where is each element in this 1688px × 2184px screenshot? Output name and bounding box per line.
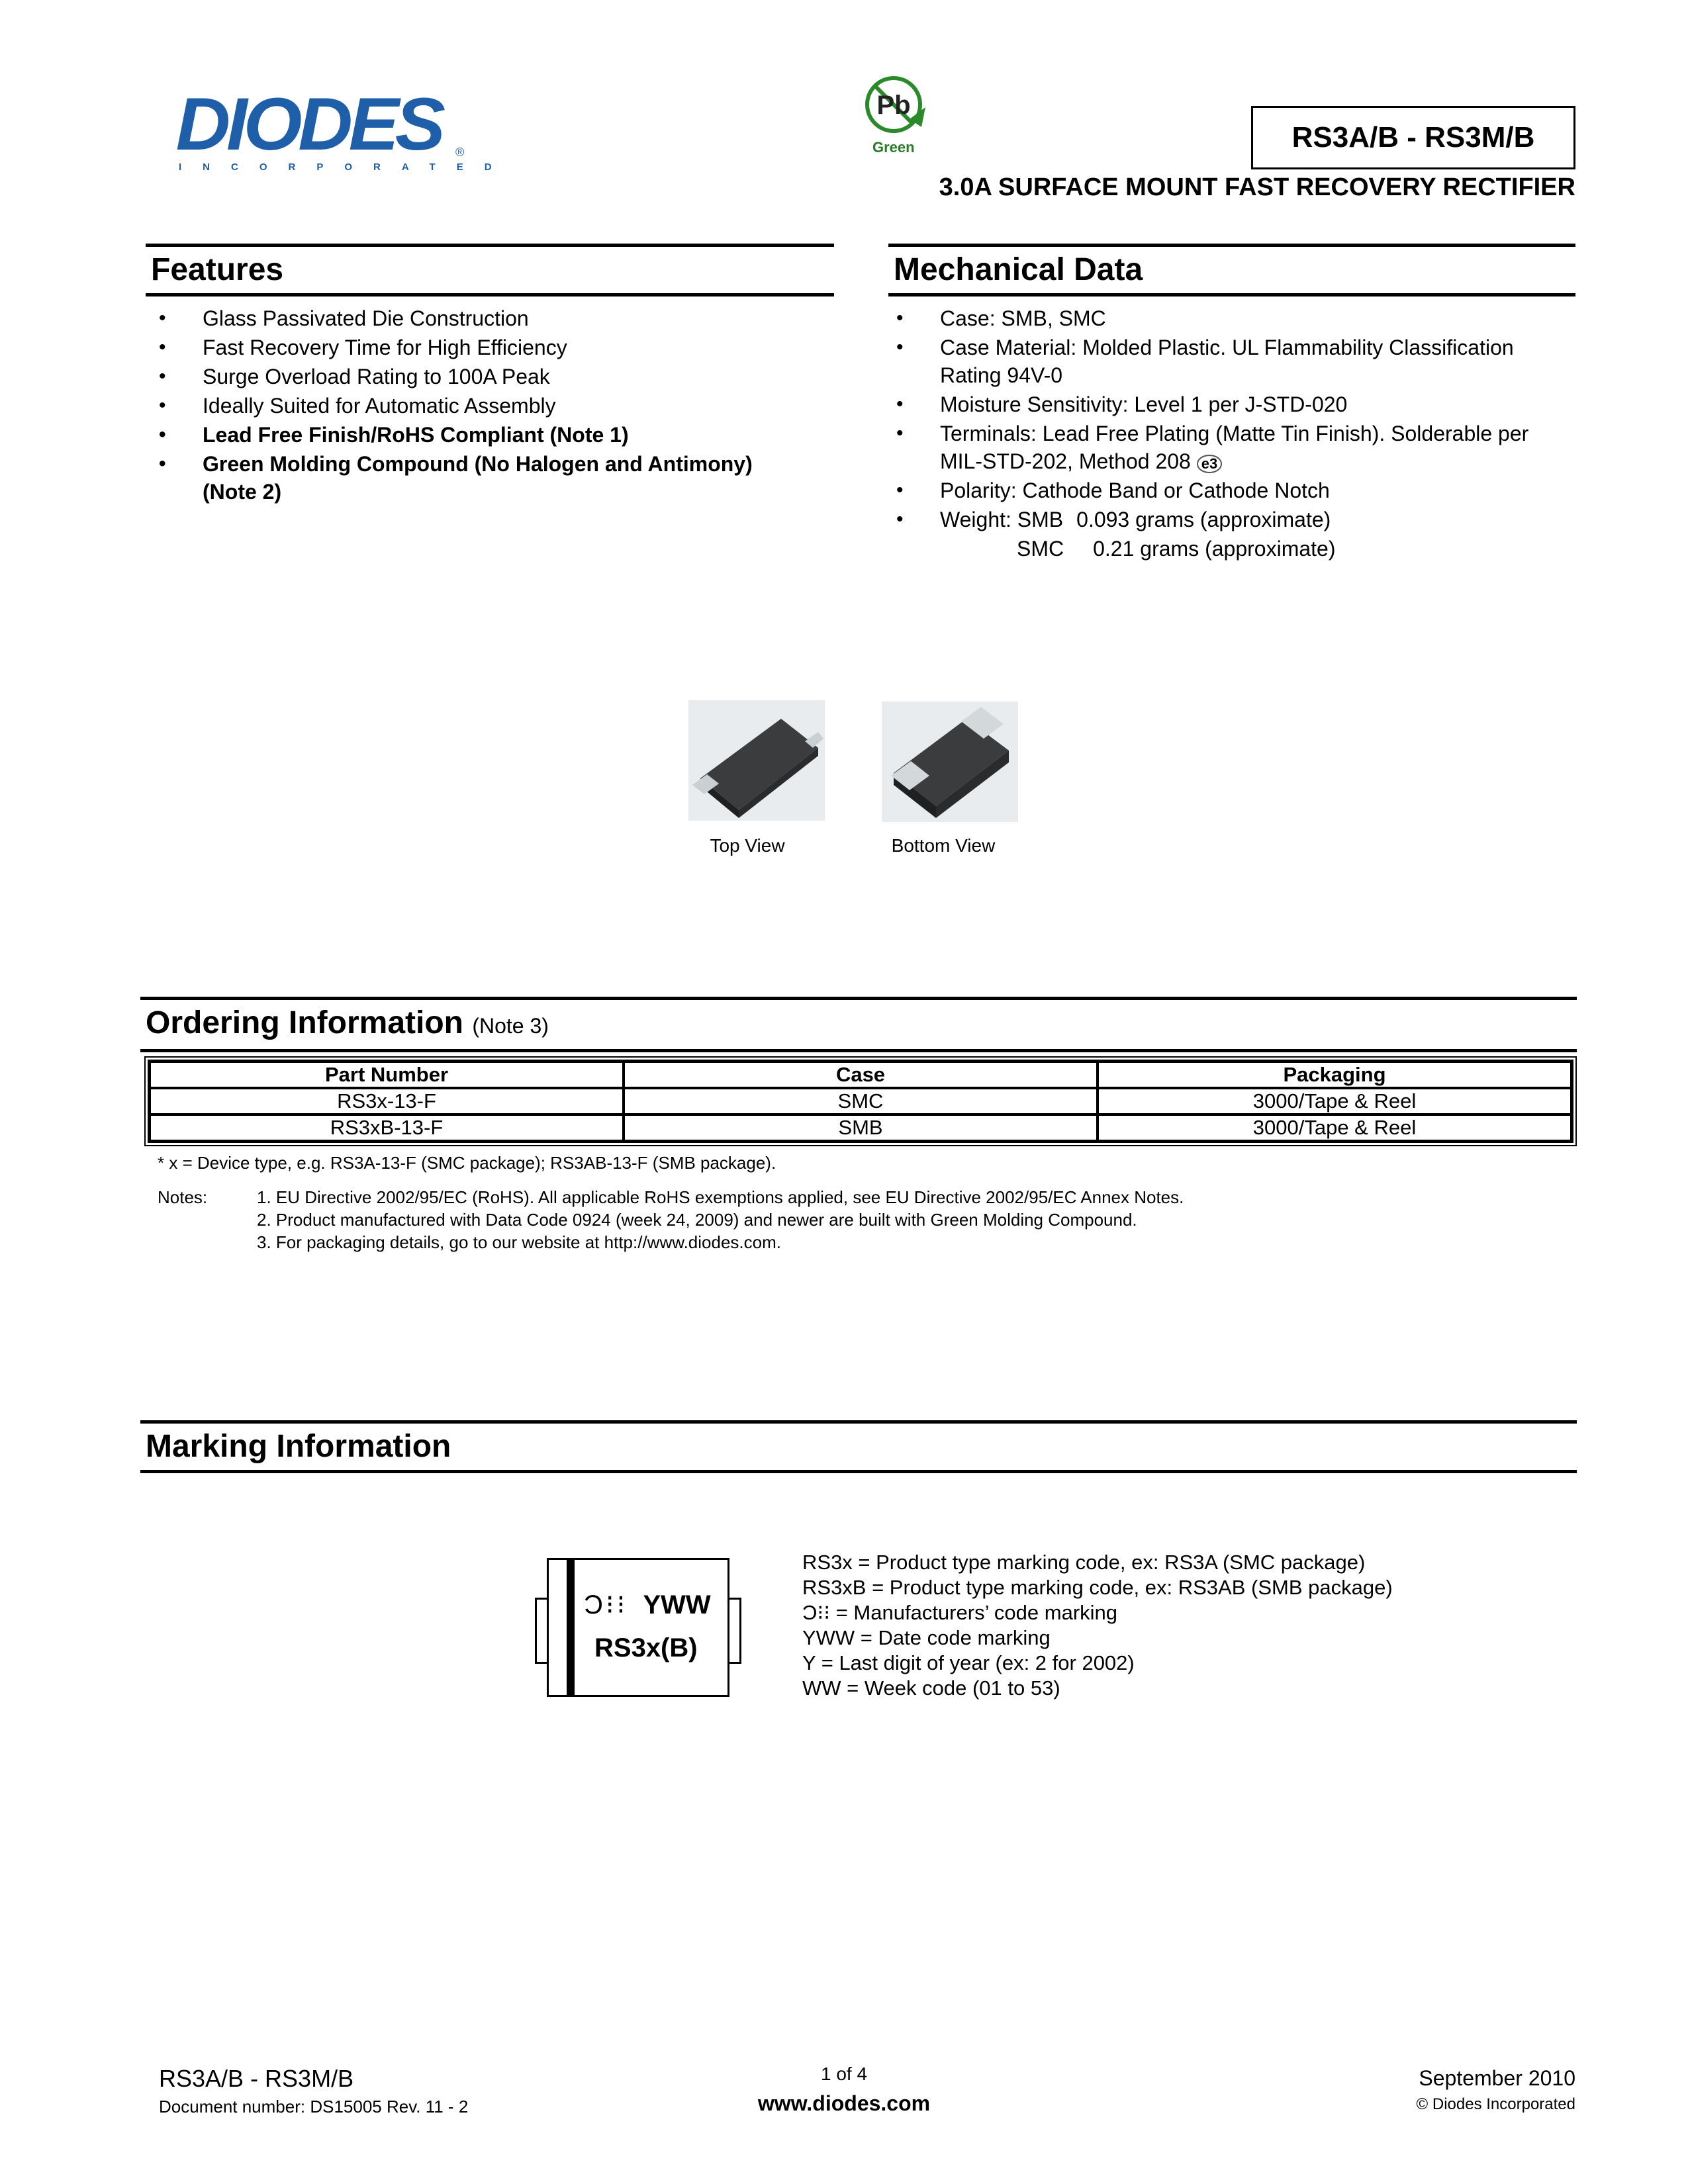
- legend-item: RS3x = Product type marking code, ex: RS3A (SMC package): [802, 1551, 1366, 1574]
- list-item: [888, 420, 1577, 475]
- list-item: • Case Material: Molded Plastic. UL Flammability Classification Rating 94V-0: [888, 334, 1577, 389]
- chip-line2: RS3x(B): [594, 1633, 698, 1662]
- notes-list: [257, 1186, 1574, 1253]
- notes-label: Notes:: [158, 1187, 208, 1207]
- mechanical-heading-text: Mechanical Data: [894, 252, 1143, 287]
- mechanical-list: [888, 304, 1577, 564]
- column-header: Packaging: [1098, 1062, 1571, 1088]
- bottom-view-image: [882, 702, 1018, 822]
- features-heading: [146, 244, 834, 296]
- diodes-logo: [175, 83, 513, 173]
- table-cell: RS3x-13-F: [150, 1088, 624, 1115]
- ordering-table: [148, 1060, 1573, 1143]
- marking-heading-text: Marking Information: [146, 1429, 451, 1464]
- legend-item: RS3xB = Product type marking code, ex: RS3AB (SMB package): [802, 1576, 1393, 1599]
- list-item: • Glass Passivated Die Construction: [151, 304, 813, 332]
- logo-subtitle: INCORPORATED: [179, 161, 513, 173]
- table-cell: SMC: [624, 1088, 1098, 1115]
- list-item: • Ideally Suited for Automatic Assembly: [151, 392, 813, 420]
- list-item: • Green Molding Compound (No Halogen and Antimony) (Note 2): [151, 450, 813, 506]
- weight-smc-label: SMC: [1017, 537, 1064, 561]
- footer-part: RS3A/B - RS3M/B: [159, 2065, 354, 2092]
- table-row: [150, 1088, 1571, 1115]
- weight-smc-value: 0.21 grams (approximate): [1093, 537, 1336, 561]
- cathode-band: [567, 1558, 575, 1697]
- list-item: • Lead Free Finish/RoHS Compliant (Note 1): [151, 421, 813, 449]
- ordering-heading-note: (Note 3): [472, 1014, 549, 1038]
- note-item: 3. For packaging details, go to our website at http://www.diodes.com.: [257, 1232, 781, 1252]
- ordering-heading: [140, 997, 1577, 1052]
- marking-heading: [140, 1420, 1577, 1473]
- pb-text: Pb: [876, 91, 911, 120]
- note-item: 2. Product manufactured with Data Code 0924 (week 24, 2009) and newer are built with Green Molding Compound.: [257, 1210, 1137, 1230]
- table-header-row: [150, 1062, 1571, 1088]
- weight-smc-line: [888, 535, 1577, 563]
- table-cell: 3000/Tape & Reel: [1098, 1115, 1571, 1141]
- chip-date-code: YWW: [643, 1590, 711, 1619]
- list-item: • Surge Overload Rating to 100A Peak: [151, 363, 813, 390]
- chip-lead-right: [728, 1598, 741, 1664]
- marking-legend: [802, 1550, 1577, 1701]
- bottom-view-caption: Bottom View: [891, 835, 996, 856]
- footer-doc-number: Document number: DS15005 Rev. 11 - 2: [159, 2097, 469, 2116]
- manufacturer-logo-icon: Ͻ⁝⁝: [584, 1590, 628, 1619]
- table-row: [150, 1115, 1571, 1141]
- table-cell: RS3xB-13-F: [150, 1115, 624, 1141]
- ordering-table-frame: [144, 1056, 1577, 1146]
- chip-line1: [584, 1590, 711, 1620]
- table-cell: SMB: [624, 1115, 1098, 1141]
- features-list: [151, 304, 813, 507]
- weight-label: Weight: SMB: [940, 508, 1064, 531]
- top-view-image: [688, 700, 825, 821]
- registered-mark: ®: [455, 146, 465, 159]
- list-item: • Polarity: Cathode Band or Cathode Notch: [888, 477, 1577, 504]
- ordering-footnote: * x = Device type, e.g. RS3A-13-F (SMC package); RS3AB-13-F (SMB package).: [158, 1153, 776, 1173]
- e3-icon: e3: [1197, 455, 1222, 473]
- top-view-caption: Top View: [710, 835, 785, 856]
- green-label: Green: [872, 139, 915, 156]
- features-heading-text: Features: [151, 252, 284, 287]
- note-item: 1. EU Directive 2002/95/EC (RoHS). All applicable RoHS exemptions applied, see EU Directive 2002/95/EC Annex Notes.: [257, 1187, 1184, 1207]
- list-item: • Moisture Sensitivity: Level 1 per J-STD-020: [888, 390, 1577, 418]
- footer-copyright: © Diodes Incorporated: [1416, 2095, 1575, 2113]
- ordering-heading-text: Ordering Information: [146, 1005, 463, 1040]
- list-item: • Case: SMB, SMC: [888, 304, 1577, 332]
- weight-smb-value: 0.093 grams (approximate): [1076, 508, 1331, 531]
- legend-item: Y = Last digit of year (ex: 2 for 2002): [802, 1651, 1135, 1674]
- table-cell: 3000/Tape & Reel: [1098, 1088, 1571, 1115]
- mechanical-heading: [888, 244, 1575, 296]
- list-item: [888, 506, 1577, 533]
- page-subtitle: 3.0A SURFACE MOUNT FAST RECOVERY RECTIFIER: [939, 173, 1575, 201]
- column-header: Part Number: [150, 1062, 624, 1088]
- list-item: • Fast Recovery Time for High Efficiency: [151, 334, 813, 361]
- logo-wordmark: DIODES: [175, 83, 442, 165]
- legend-item: YWW = Date code marking: [802, 1626, 1051, 1649]
- part-title: RS3A/B - RS3M/B: [1251, 106, 1575, 169]
- footer-website-link[interactable]: www.diodes.com: [757, 2091, 931, 2115]
- footer-date: September 2010: [1419, 2066, 1575, 2090]
- marking-diagram: [535, 1558, 740, 1704]
- legend-item: Ͻ⁝⁝ = Manufacturers’ code marking: [802, 1601, 1118, 1624]
- legend-item: WW = Week code (01 to 53): [802, 1676, 1060, 1700]
- column-header: Case: [624, 1062, 1098, 1088]
- chip-lead-left: [535, 1598, 548, 1664]
- terminals-text: Terminals: Lead Free Plating (Matte Tin Finish). Solderable per MIL-STD-202, Method 208: [940, 422, 1529, 473]
- footer-page-number: 1 of 4: [820, 2064, 868, 2084]
